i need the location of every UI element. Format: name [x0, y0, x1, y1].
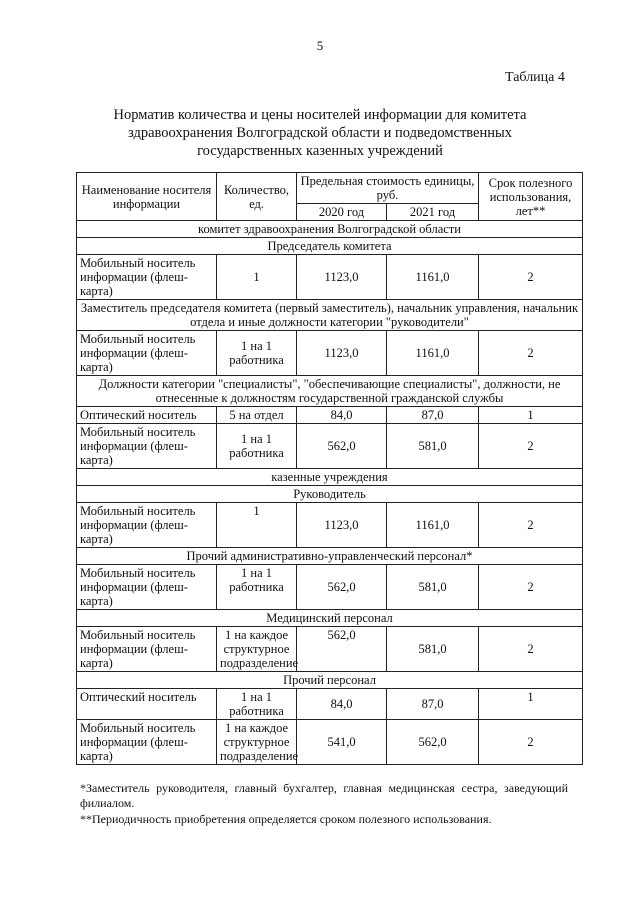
norms-table [76, 172, 583, 765]
section-other: Прочий персонал [77, 672, 583, 689]
table-row [77, 689, 583, 720]
footnote-1: *Заместитель руководителя, главный бухгалтер, главная медицинская сестра, заведующий филиалом. [80, 781, 568, 810]
section-medical: Медицинский персонал [77, 610, 583, 627]
table-row [77, 331, 583, 376]
cell-life: 2 [479, 424, 583, 469]
cell-name: Мобильный носитель информации (флеш-карта) [77, 565, 217, 610]
table-row [77, 720, 583, 765]
cell-life: 2 [479, 255, 583, 300]
title-line: государственных казенных учреждений [197, 143, 443, 159]
cell-quantity: 1 [217, 503, 297, 548]
cell-life: 2 [479, 331, 583, 376]
header-life: Срок полезного использования, лет** [479, 173, 583, 221]
cell-name: Мобильный носитель информации (флеш-карта) [77, 255, 217, 300]
cell-quantity: 5 на отдел [217, 407, 297, 424]
cell-name: Оптический носитель [77, 689, 217, 720]
cell-quantity: 1 на каждое структурное подразделение [217, 720, 297, 765]
document-title [90, 106, 550, 160]
section-chairman: Председатель комитета [77, 238, 583, 255]
table-row [77, 627, 583, 672]
cell-price-2020: 541,0 [297, 720, 387, 765]
cell-name: Мобильный носитель информации (флеш-карта) [77, 331, 217, 376]
cell-life: 2 [479, 565, 583, 610]
cell-price-2021: 581,0 [387, 565, 479, 610]
cell-price-2021: 1161,0 [387, 503, 479, 548]
table-row [77, 503, 583, 548]
cell-price-2021: 87,0 [387, 407, 479, 424]
section-row [77, 610, 583, 627]
cell-name: Оптический носитель [77, 407, 217, 424]
section-admin: Прочий административно-управленческий персонал* [77, 548, 583, 565]
section-row [77, 672, 583, 689]
page-number: 5 [316, 38, 324, 53]
cell-quantity: 1 [217, 255, 297, 300]
section-deputy: Заместитель председателя комитета (первый заместитель), начальник управления, начальник отдела и иные должности категории "руководители" [77, 300, 583, 331]
section-head: Руководитель [77, 486, 583, 503]
cell-life: 1 [479, 689, 583, 720]
table-label: Таблица 4 [505, 70, 565, 85]
cell-price-2020: 84,0 [297, 407, 387, 424]
cell-price-2020: 562,0 [297, 424, 387, 469]
section-institutions: казенные учреждения [77, 469, 583, 486]
cell-life: 2 [479, 627, 583, 672]
cell-quantity: 1 на 1 работника [217, 424, 297, 469]
section-row [77, 486, 583, 503]
cell-life: 2 [479, 720, 583, 765]
table-row [77, 407, 583, 424]
header-row [77, 173, 583, 204]
cell-price-2020: 84,0 [297, 689, 387, 720]
section-row [77, 238, 583, 255]
section-row [77, 300, 583, 331]
section-row [77, 548, 583, 565]
cell-price-2020: 1123,0 [297, 255, 387, 300]
table-row [77, 255, 583, 300]
cell-price-2020: 1123,0 [297, 503, 387, 548]
cell-name: Мобильный носитель информации (флеш-карта) [77, 424, 217, 469]
cell-quantity: 1 на 1 работника [217, 565, 297, 610]
section-row [77, 221, 583, 238]
cell-price-2021: 562,0 [387, 720, 479, 765]
cell-quantity: 1 на каждое структурное подразделение [217, 627, 297, 672]
section-row [77, 469, 583, 486]
table-row [77, 565, 583, 610]
title-line: здравоохранения Волгоградской области и подведомственных [127, 125, 513, 141]
cell-price-2020: 562,0 [297, 627, 387, 672]
cell-name: Мобильный носитель информации (флеш-карта) [77, 720, 217, 765]
cell-name: Мобильный носитель информации (флеш-карта) [77, 503, 217, 548]
cell-price-2021: 581,0 [387, 627, 479, 672]
table-row [77, 424, 583, 469]
cell-quantity: 1 на 1 работника [217, 689, 297, 720]
header-quantity: Количество, ед. [217, 173, 297, 221]
cell-price-2021: 87,0 [387, 689, 479, 720]
cell-price-2020: 1123,0 [297, 331, 387, 376]
cell-price-2021: 1161,0 [387, 331, 479, 376]
section-row [77, 376, 583, 407]
header-year-2020: 2020 год [297, 204, 387, 221]
header-name: Наименование носителя информации [77, 173, 217, 221]
cell-life: 1 [479, 407, 583, 424]
header-price: Предельная стоимость единицы, руб. [297, 173, 479, 204]
section-specialists: Должности категории "специалисты", "обеспечивающие специалисты", должности, не отнесенные к должностям государственной гражданской службы [77, 376, 583, 407]
header-year-2021: 2021 год [387, 204, 479, 221]
cell-quantity: 1 на 1 работника [217, 331, 297, 376]
cell-price-2021: 1161,0 [387, 255, 479, 300]
cell-price-2021: 581,0 [387, 424, 479, 469]
cell-name: Мобильный носитель информации (флеш-карта) [77, 627, 217, 672]
title-line: Норматив количества и цены носителей информации для комитета [113, 107, 527, 123]
cell-life: 2 [479, 503, 583, 548]
footnote-2: **Периодичность приобретения определяется сроком полезного использования. [80, 812, 492, 826]
section-committee: комитет здравоохранения Волгоградской области [77, 221, 583, 238]
cell-price-2020: 562,0 [297, 565, 387, 610]
